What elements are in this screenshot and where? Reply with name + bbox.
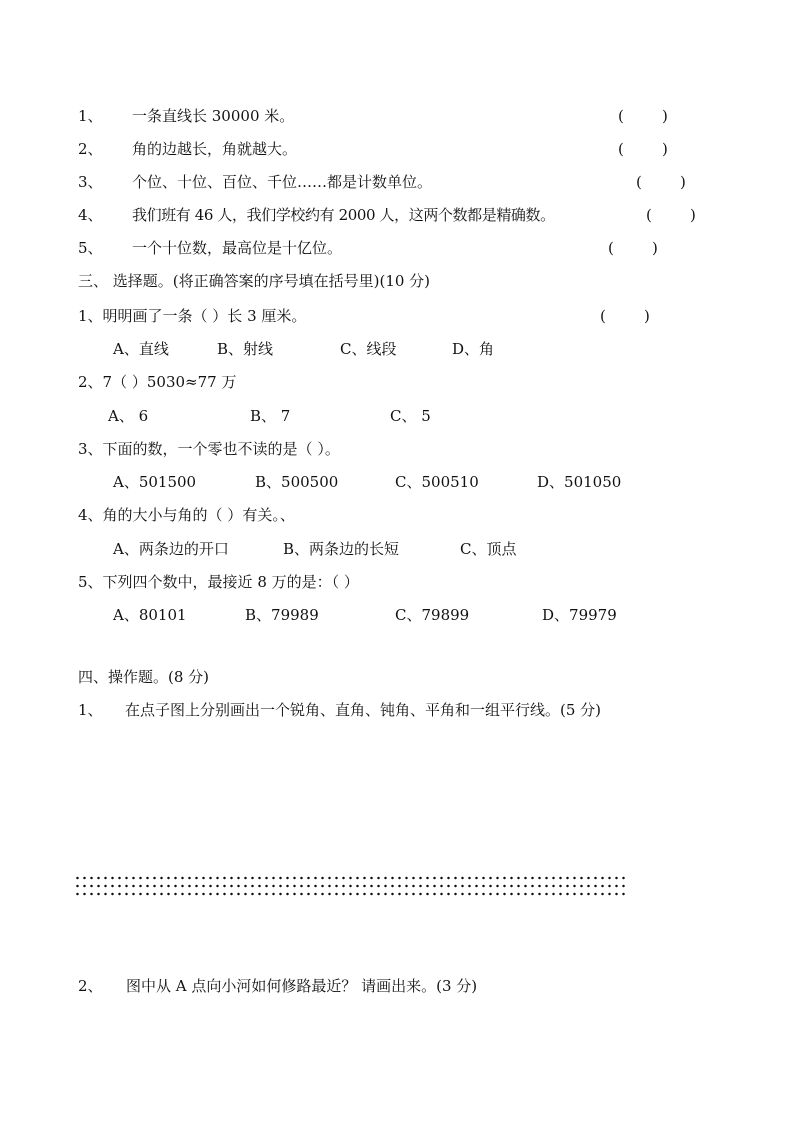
answer-paren[interactable]: ( ) xyxy=(618,107,668,125)
option-c[interactable]: C、顶点 xyxy=(460,540,517,558)
item-text: 图中从 A 点向小河如何修路最近？ 请画出来。(3 分) xyxy=(126,977,478,995)
item-number: 3、 xyxy=(78,173,103,191)
item-text: 在点子图上分别画出一个锐角、直角、钝角、平角和一组平行线。(5 分) xyxy=(125,701,602,719)
option-a[interactable]: A、两条边的开口 xyxy=(113,540,229,558)
answer-paren[interactable]: ( ) xyxy=(636,173,686,191)
item-text: 一个十位数，最高位是十亿位。 xyxy=(132,239,343,257)
dot-grid[interactable] xyxy=(74,874,625,898)
question-stem: 3、下面的数，一个零也不读的是（ ）。 xyxy=(78,440,340,458)
option-c[interactable]: C、 5 xyxy=(390,407,431,425)
item-number: 1、 xyxy=(78,701,103,719)
question-stem: 1、明明画了一条（ ）长 3 厘米。 xyxy=(78,307,307,325)
option-d[interactable]: D、501050 xyxy=(537,473,622,491)
option-b[interactable]: B、两条边的长短 xyxy=(283,540,400,558)
item-text: 一条直线长 30000 米。 xyxy=(132,107,295,125)
item-text: 我们班有 46 人，我们学校约有 2000 人，这两个数都是精确数。 xyxy=(132,206,555,224)
question-stem: 4、角的大小与角的（ ）有关。、 xyxy=(78,506,295,524)
item-number: 2、 xyxy=(78,140,103,158)
answer-paren[interactable]: ( ) xyxy=(608,239,658,257)
option-b[interactable]: B、79989 xyxy=(245,606,319,624)
item-number: 1、 xyxy=(78,107,103,125)
item-text: 角的边越长，角就越大。 xyxy=(132,140,298,158)
item-number: 4、 xyxy=(78,206,103,224)
option-b[interactable]: B、射线 xyxy=(217,340,274,358)
answer-paren[interactable]: ( ) xyxy=(646,206,696,224)
option-c[interactable]: C、线段 xyxy=(340,340,397,358)
item-number: 2、 xyxy=(78,977,103,995)
option-c[interactable]: C、500510 xyxy=(395,473,479,491)
option-d[interactable]: D、角 xyxy=(452,340,495,358)
question-stem: 2、7（ ）5030≈77 万 xyxy=(78,373,237,391)
item-number: 5、 xyxy=(78,239,103,257)
answer-paren[interactable]: ( ) xyxy=(618,140,668,158)
answer-paren[interactable]: ( ) xyxy=(600,307,650,325)
item-text: 个位、十位、百位、千位……都是计数单位。 xyxy=(132,173,433,191)
option-a[interactable]: A、 6 xyxy=(108,407,149,425)
question-stem: 5、下列四个数中，最接近 8 万的是：（ ） xyxy=(78,573,359,591)
option-b[interactable]: B、500500 xyxy=(255,473,339,491)
option-a[interactable]: A、80101 xyxy=(113,606,187,624)
option-a[interactable]: A、直线 xyxy=(113,340,169,358)
option-a[interactable]: A、501500 xyxy=(113,473,197,491)
option-b[interactable]: B、 7 xyxy=(250,407,291,425)
option-c[interactable]: C、79899 xyxy=(395,606,470,624)
option-d[interactable]: D、79979 xyxy=(542,606,617,624)
